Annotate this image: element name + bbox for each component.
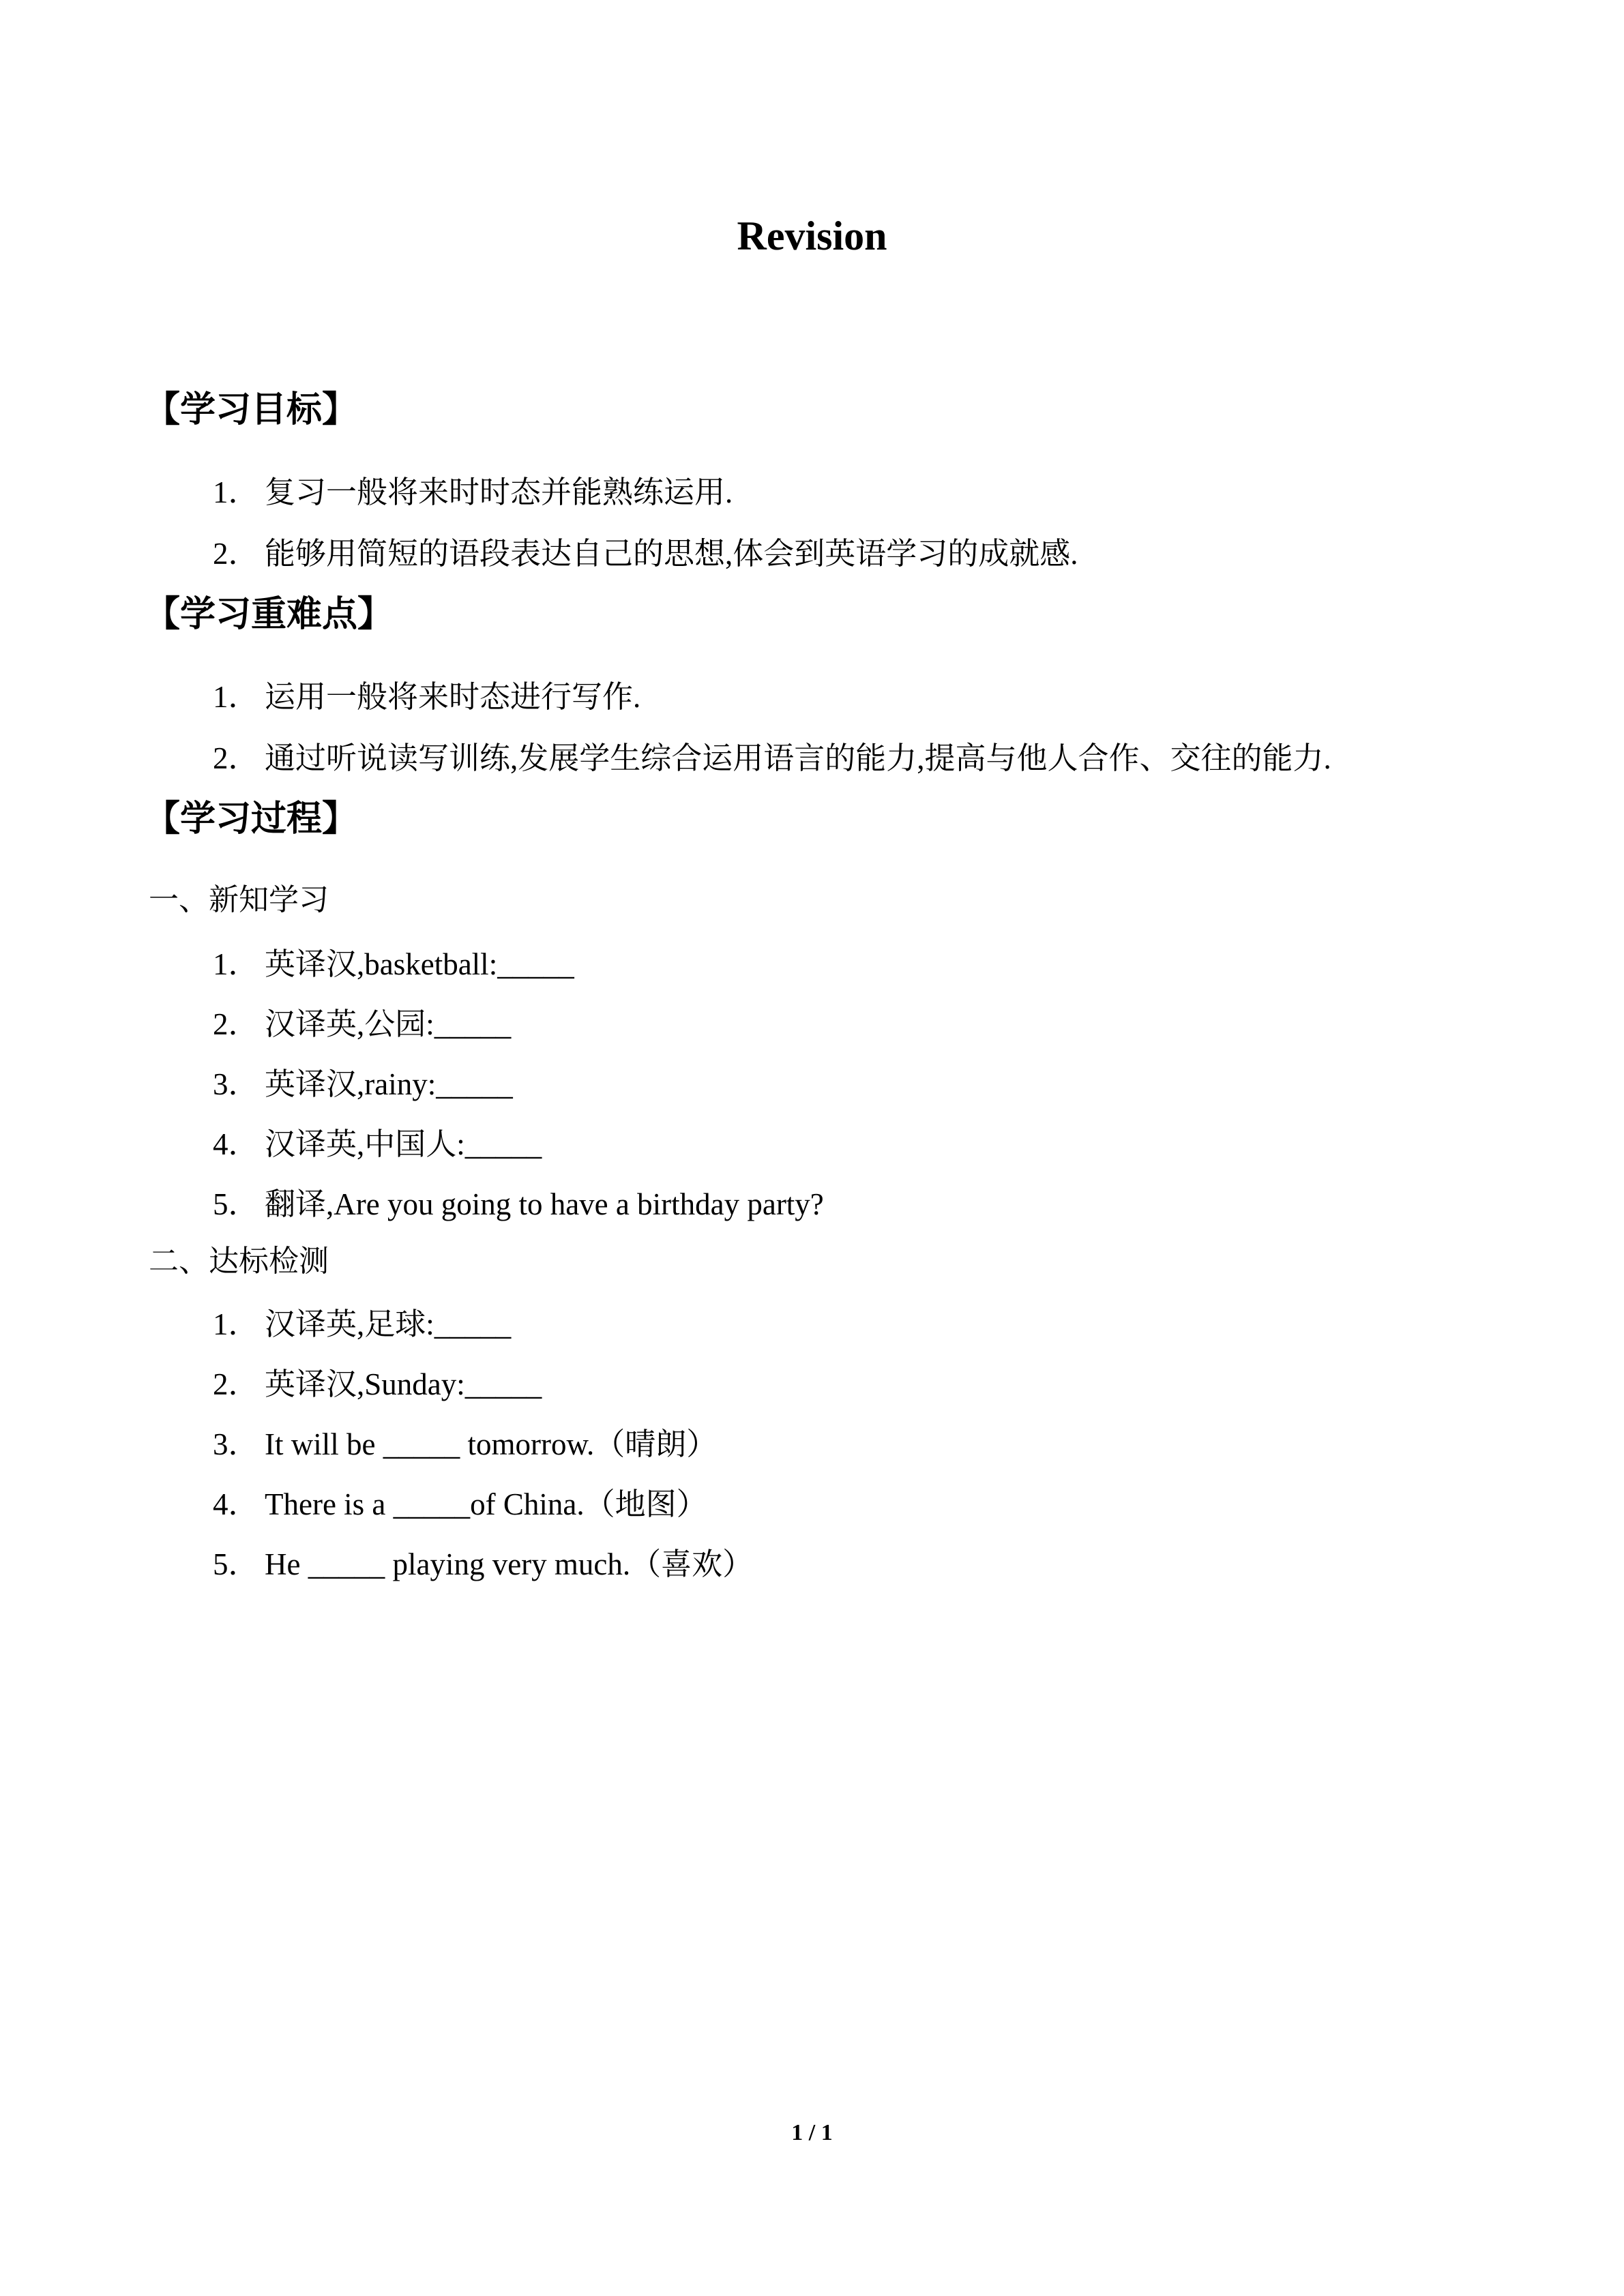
part-heading-new-learning: 一、新知学习: [149, 882, 329, 917]
exercise-item: [213, 944, 574, 985]
item-number: 3．: [213, 1427, 259, 1461]
item-text: 汉译英,公园:_____: [265, 1007, 512, 1041]
objective-item: [213, 472, 733, 513]
item-text: 通过听说读写训练,发展学生综合运用语言的能力,提高与他人合作、交往的能力.: [265, 741, 1331, 775]
page-number: 1 / 1: [791, 2120, 833, 2145]
key-point-item: [213, 676, 640, 717]
item-text: 英译汉,basketball:_____: [265, 947, 574, 981]
section-heading-objectives: 【学习目标】: [145, 389, 358, 430]
exercise-item: [213, 1304, 511, 1345]
item-text: 复习一般将来时时态并能熟练运用.: [265, 475, 733, 509]
item-text: It will be _____ tomorrow.（晴朗）: [265, 1427, 718, 1461]
item-number: 4．: [213, 1487, 259, 1521]
section-heading-key-points: 【学习重难点】: [145, 594, 394, 635]
part-heading-assessment: 二、达标检测: [149, 1244, 329, 1279]
item-number: 5．: [213, 1187, 259, 1221]
item-text: 英译汉,rainy:_____: [265, 1067, 513, 1101]
item-text: 运用一般将来时态进行写作.: [265, 680, 641, 714]
item-number: 1．: [213, 680, 259, 714]
exercise-item: [213, 1364, 542, 1405]
item-number: 4．: [213, 1127, 259, 1161]
item-number: 1．: [213, 1307, 259, 1341]
exercise-item: [213, 1484, 707, 1525]
exercise-item: [213, 1544, 753, 1585]
item-number: 2．: [213, 741, 259, 775]
item-number: 2．: [213, 1007, 259, 1041]
exercise-item: [213, 1184, 824, 1225]
page-title: Revision: [737, 213, 887, 258]
item-number: 2．: [213, 1367, 259, 1401]
section-heading-process: 【学习过程】: [145, 799, 358, 839]
item-text: 汉译英,足球:_____: [265, 1307, 512, 1341]
item-number: 3．: [213, 1067, 259, 1101]
objective-item: [213, 533, 1078, 574]
exercise-item: [213, 1064, 513, 1105]
item-text: 汉译英,中国人:_____: [265, 1127, 542, 1161]
exercise-item: [213, 1424, 717, 1465]
item-text: He _____ playing very much.（喜欢）: [265, 1547, 754, 1581]
item-number: 5．: [213, 1547, 259, 1581]
item-text: 英译汉,Sunday:_____: [265, 1367, 542, 1401]
item-text: 能够用简短的语段表达自己的思想,体会到英语学习的成就感.: [265, 537, 1078, 571]
key-point-item: [213, 738, 1331, 779]
exercise-item: [213, 1124, 542, 1165]
item-text: 翻译,Are you going to have a birthday party?: [265, 1187, 824, 1221]
item-text: There is a _____of China.（地图）: [265, 1487, 707, 1521]
exercise-item: [213, 1004, 511, 1045]
item-number: 1．: [213, 475, 259, 509]
item-number: 1．: [213, 947, 259, 981]
item-number: 2．: [213, 537, 259, 571]
